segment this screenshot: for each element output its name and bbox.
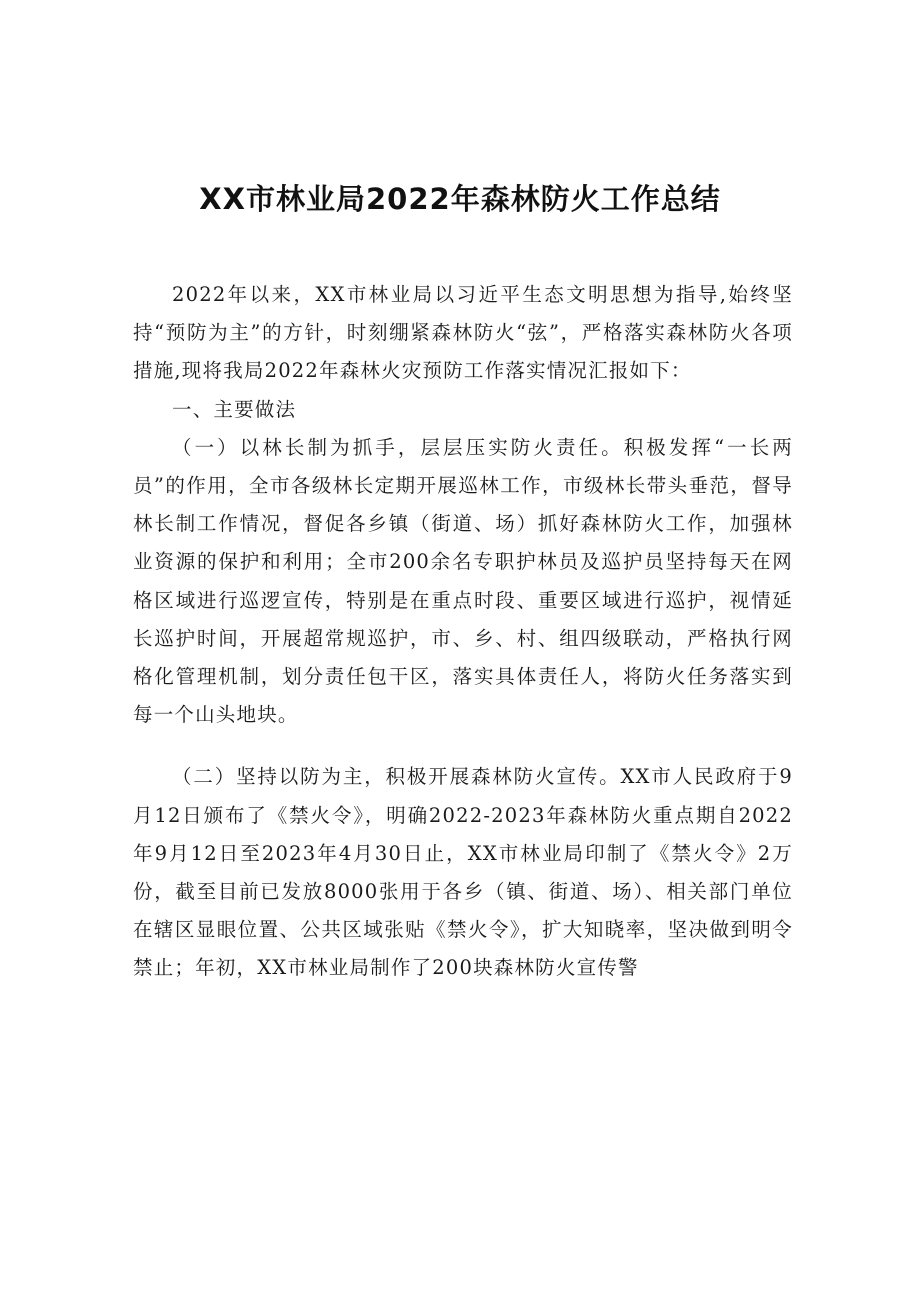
paragraph-forest-chief-system: （一）以林长制为抓手，层层压实防火责任。积极发挥“一长两员”的作用，全市各级林长定期开展巡林工作，市级林长带头垂范，督导林长制工作情况，督促各乡镇（街道、场）抓好森林防火工作，加强林业资源的保护和利用；全市200余名专职护林员及巡护员坚持每天在网格区域进行巡逻宣传，特别是在重点时段、重要区域进行巡护，视情延长巡护时间，开展超常规巡护，市、乡、村、组四级联动，严格执行网格化管理机制，划分责任包干区，落实具体责任人，将防火任务落实到每一个山头地块。 xyxy=(133,435,793,727)
document-title: XX市林业局2022年森林防火工作总结 xyxy=(199,182,721,216)
document-body xyxy=(133,276,793,988)
intro-paragraph: 2022年以来，XX市林业局以习近平生态文明思想为指导,始终坚持“预防为主”的方针，时刻绷紧森林防火“弦”，严格落实森林防火各项措施,现将我局2022年森林火灾预防工作落实情况汇报如下： xyxy=(133,283,793,383)
paragraph-fire-prevention-publicity: （二）坚持以防为主，积极开展森林防火宣传。XX市人民政府于9月12日颁布了《禁火令》，明确2022-2023年森林防火重点期自2022年9月12日至2023年4月30日止，XX市林业局印制了《禁火令》2万份，截至目前已发放8000张用于各乡（镇、街道、场）、相关部门单位在辖区显眼位置、公共区域张贴《禁火令》，扩大知晓率，坚决做到明令禁止；年初，XX市林业局制作了200块森林防火宣传警 xyxy=(133,765,793,980)
section-heading-main-practices: 一、主要做法 xyxy=(172,397,297,421)
